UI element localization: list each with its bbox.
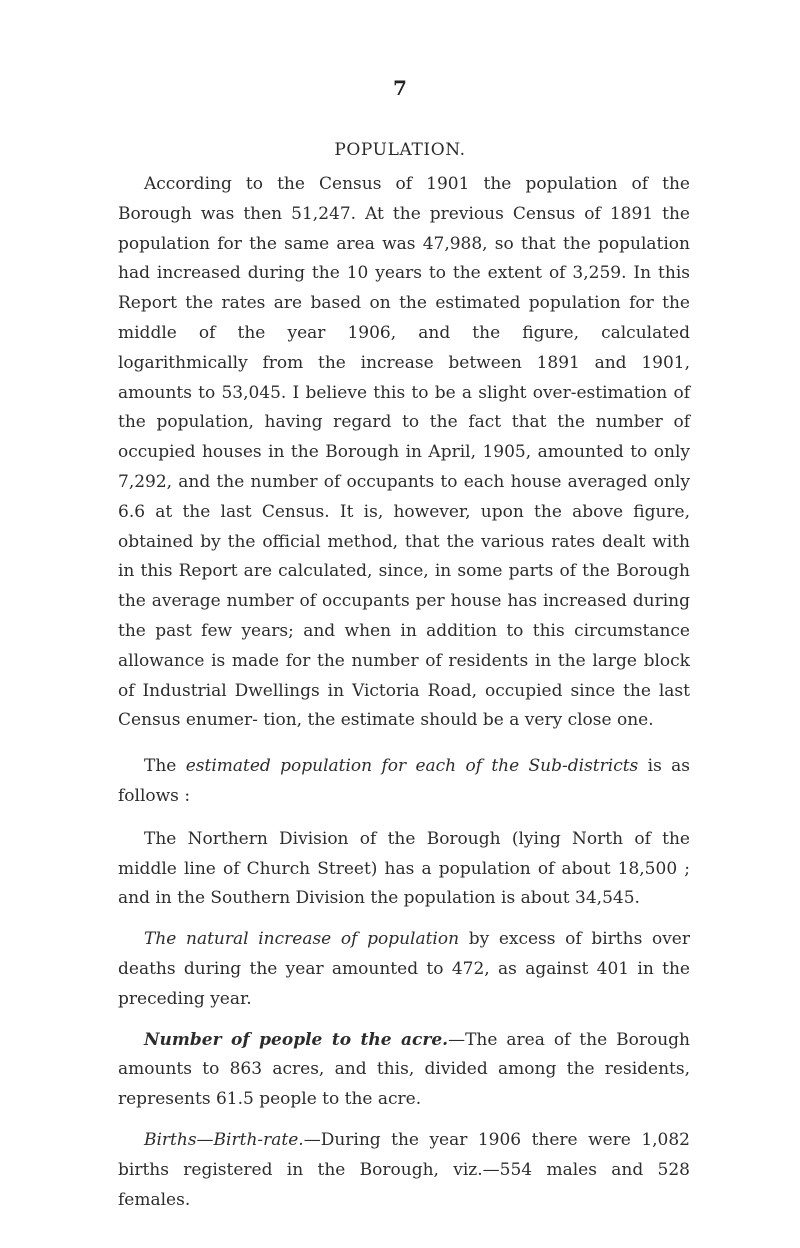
paragraph-natural-increase bbox=[118, 925, 690, 1014]
paragraph-subdistricts-emphasis: estimated population for each of the Sub-districts bbox=[185, 756, 639, 777]
body-text bbox=[118, 170, 690, 1226]
paragraph-subdistricts-lead: The bbox=[144, 756, 177, 777]
paragraph-census: According to the Census of 1901 the population of the Borough was then 51,247. At the previous Census of 1891 the population for the same area was 47,988, so that the population had increased during the 10 years to the extent of 3,259. In this Report the rates are based on the estimated population for the middle of the year 1906, and the figure, calculated logarithmically from the increase between 1891 and 1901, amounts to 53,045. I believe this to be a slight over-estimation of the population, having regard to the fact that the number of occupied houses in the Borough in April, 1905, amounted to only 7,292, and the number of occupants to each house averaged only 6.6 at the last Census. It is, however, upon the above figure, obtained by the official method, that the various rates dealt with in this Report are calculated, since, in some parts of the Borough the average number of occupants per house has increased during the past few years; and when in addition to this circumstance allowance is made for the number of residents in the large block of Industrial Dwellings in Victoria Road, occupied since the last Census enumer- tion, the estimate should be a very close one. bbox=[118, 174, 690, 731]
paragraph-subdistricts bbox=[118, 752, 690, 812]
section-title: POPULATION. bbox=[334, 140, 466, 160]
paragraph-births-heading: Births—Birth-rate. bbox=[144, 1129, 304, 1150]
paragraph-people-per-acre bbox=[118, 1026, 690, 1115]
paragraph-people-per-acre-heading: Number of people to the acre. bbox=[144, 1029, 449, 1050]
page-number: 7 bbox=[393, 76, 407, 100]
paragraph-people-per-acre-text: —The area of the Borough amounts to 863 acres, and this, divided among the residents, represents 61.5 people to the acre. bbox=[118, 1029, 690, 1110]
paragraph-subdistricts-rest: is as follows : bbox=[118, 756, 691, 806]
paragraph-births bbox=[118, 1126, 690, 1215]
paragraph-natural-increase-text: by excess of births over deaths during the year amounted to 472, as against 401 in the preceding year. bbox=[118, 929, 690, 1009]
paragraph-births-text: —During the year 1906 there were 1,082 births registered in the Borough, viz.—554 males and 528 females. bbox=[118, 1129, 690, 1210]
paragraph-divisions: The Northern Division of the Borough (lying North of the middle line of Church Street) has a population of about 18,500 ; and in the Southern Division the population is about 34,545. bbox=[118, 828, 690, 909]
paragraph-natural-increase-heading: The natural increase of population bbox=[144, 929, 460, 950]
